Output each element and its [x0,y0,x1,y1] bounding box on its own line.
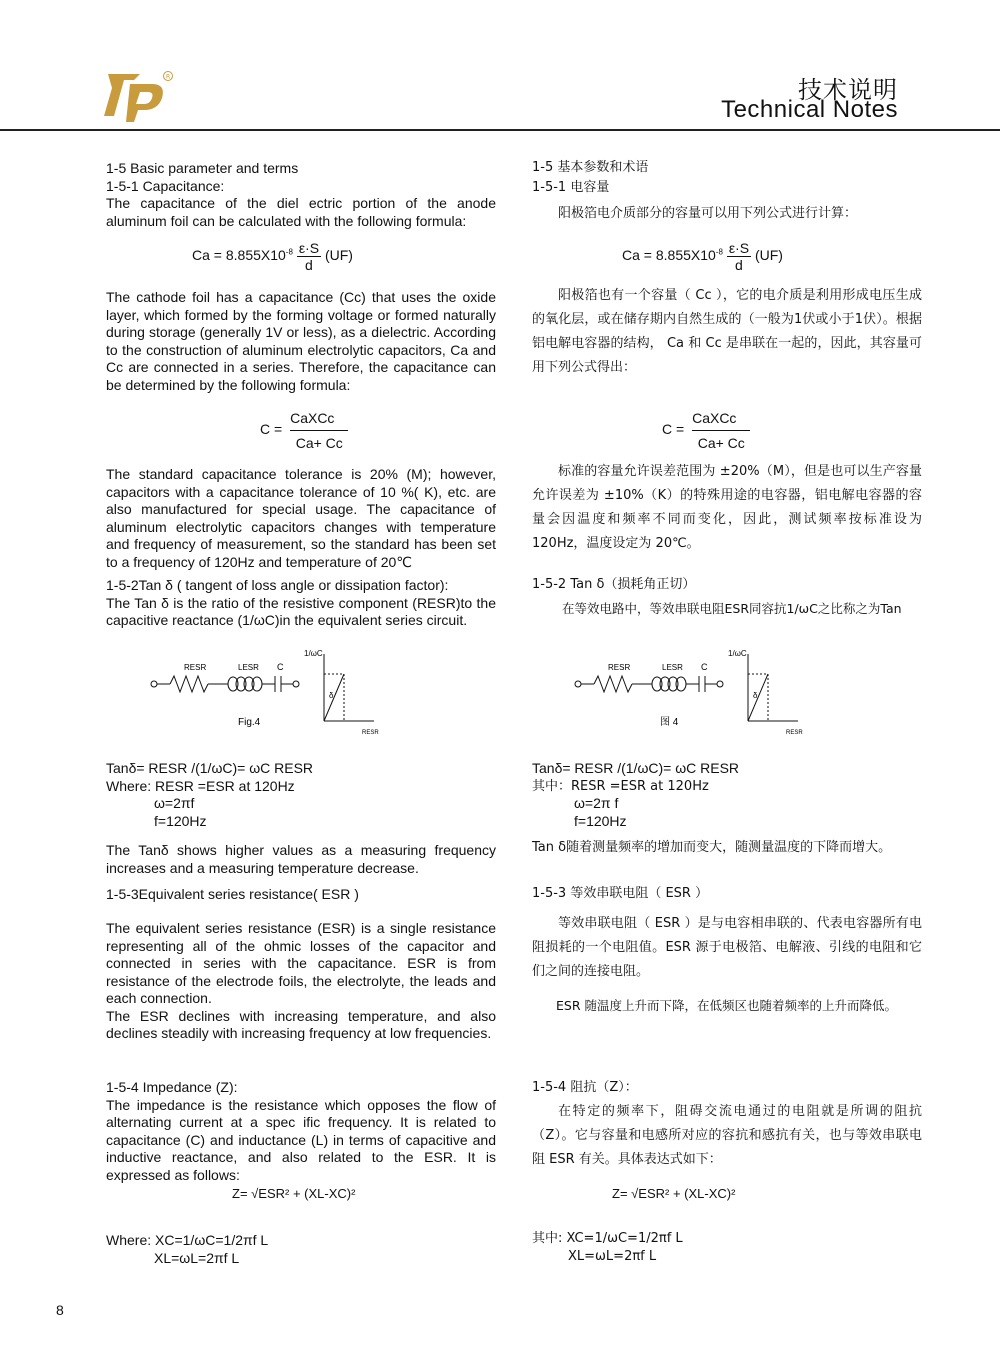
where-xl: XL=ωL=2πf L [154,1249,240,1266]
formula-c-lhs: C = [260,421,283,438]
label-c-cn: C [701,662,708,672]
where-xc: Where: XC=1/ωC=1/2πf L [106,1232,269,1248]
formula-ca-cn-den: d [735,257,743,273]
heading-tan-delta-cn: 1-5-2 Tan δ（损耗角正切） [532,577,696,592]
header-divider [0,129,1000,131]
formula-ca-cn-unit: (UF) [754,247,783,264]
company-logo [100,66,180,126]
para-impedance-cn: 在特定的频率下，阻碍交流电通过的电阻就是所调的阻抗（Z）。它与容量和电感所对应的容抗和感抗有关，也与等效串联电阻 ESR 有关。具体表达式如下： [532,1104,922,1167]
formula-c-cn [662,410,750,451]
right-esr [532,882,922,1018]
tan-omega-cn: ω=2π f [574,795,619,811]
formula-ca-exp: -8 [285,247,293,257]
formula-c-cn-den: Ca+ Cc [697,435,745,451]
para-tan-delta: The Tan δ is the ratio of the resistive component (RESR)to the capacitive reactance (1/ωC)in the equivalent series circuit. [106,594,496,628]
para-tan-behavior-cn: Tan δ随着测量频率的增加而变大，随测量温度的下降而增大。 [532,840,892,855]
right-para-tolerance [532,460,922,556]
where-xl-cn: XL=ωL=2πf L [568,1249,657,1264]
svg-text:R: R [166,73,171,81]
label-axis-x-cn: RESR [786,730,803,736]
formula-c-den: Ca+ Cc [295,435,343,451]
heading-capacitance: 1-5-1 Capacitance: [106,177,225,194]
label-c: C [277,662,284,672]
label-axis-y-cn: 1/ωC [728,649,747,658]
right-section-capacitance [532,158,922,224]
equivalent-circuit-figure [148,646,388,738]
title-english: Technical Notes [721,96,898,123]
label-resr: RESR [184,663,207,672]
left-impedance [106,1079,496,1184]
heading-capacitance-cn: 1-5-1 电容量 [532,180,610,195]
para-cathode-foil: The cathode foil has a capacitance (Cc) that uses the oxide layer, which formed by the forming voltage or formed naturally during storage (generally 1V or less), as a dielectric. According to the construction of aluminum electrolytic capacitors, Ca and Cc are connected in a series. Therefore, the capacitance can be determined by the following formula: [106,289,496,393]
formula-ca-cn-exp: -8 [715,247,723,257]
equivalent-circuit-figure-cn [572,646,812,738]
heading-esr-cn: 1-5-3 等效串联电阻（ ESR ） [532,886,709,901]
label-delta-cn: δ [753,691,758,700]
label-delta: δ [329,691,334,700]
para-tan-delta-cn: 在等效电路中，等效串联电阻ESR同容抗1/ωC之比称之为Tan [562,601,902,616]
left-where [106,1232,496,1267]
formula-ca-cn-lhs: Ca = 8.855X10 [622,247,716,264]
tan-omega: ω=2πf [154,795,195,811]
formula-ca-unit: (UF) [324,247,353,264]
para-esr-cn: 等效串联电阻（ ESR ）是与电容相串联的、代表电容器所有电阻损耗的一个电阻值。ESR 源于电极箔、电解液、引线的电阻和它们之间的连接电阻。 [532,916,922,979]
para-impedance: The impedance is the resistance which opposes the flow of alternating current at a spec ific frequency. It is related to capacitance (C) and inductance (L) in terms of capacitive and inductive reactance, and also related to the ESR. It is expressed as follows: [106,1096,496,1183]
para-esr-temp-cn: ESR 随温度上升而下降，在低频区也随着频率的上升而降低。 [556,998,897,1013]
right-tan-formulas [532,760,922,830]
title-chinese: 技术说明 [798,76,898,104]
para-capacitance-formula-intro: The capacitance of the diel ectric portion of the anode aluminum foil can be calculated with the following formula: [106,195,496,229]
heading-basic-params: 1-5 Basic parameter and terms [106,160,299,176]
left-tan-behavior [106,842,496,904]
heading-tan-delta: 1-5-2Tan δ ( tangent of loss angle or dissipation factor): [106,577,449,593]
figure-caption: Fig.4 [238,717,261,728]
label-lesr: LESR [238,663,259,672]
para-tolerance: The standard capacitance tolerance is 20% (M); however, capacitors with a capacitance tolerance of 10 %( K), etc. are also manufactured for special usage. The capacitance of aluminum electrolytic capacitors changes with temperature and frequency of measurement, so the standard has been set to a frequency of 120Hz and temperature of 20℃ [106,466,496,570]
heading-basic-params-cn: 1-5 基本参数和术语 [532,160,649,175]
tan-freq-cn: f=120Hz [574,812,627,829]
formula-ca [192,240,353,273]
right-tan-delta [532,573,922,621]
formula-ca-den: d [305,257,313,273]
heading-esr: 1-5-3Equivalent series resistance( ESR ) [106,886,359,902]
para-tan-behavior: The Tanδ shows higher values as a measuring frequency increases and a measuring temperature decrease. [106,842,496,876]
para-esr-temp: The ESR declines with increasing temperature, and also declines steadily with increasing frequency at low frequencies. [106,1007,496,1041]
label-axis-y: 1/ωC [304,649,323,658]
formula-c [260,410,348,451]
para-capacitance-intro-cn: 阳极箔电介质部分的容量可以用下列公式进行计算： [558,206,858,221]
formula-ca-lhs: Ca = 8.855X10 [192,247,286,264]
formula-z-right: Z= √ESR² + (XL-XC)² [612,1186,736,1201]
para-esr: The equivalent series resistance (ESR) is a single resistance representing all of the ohmic losses of the capacitor and connected in series with the capacitance. ESR is from resistance of the electrode foils, the electrolyte, the leads and each connection. [106,920,496,1006]
heading-impedance-cn: 1-5-4 阻抗（Z）： [532,1080,638,1095]
tan-formula-cn: Tanδ= RESR /(1/ωC)= ωC RESR [532,760,740,776]
formula-c-num: CaXCc [290,410,348,431]
left-section-capacitance [106,160,496,230]
heading-impedance: 1-5-4 Impedance (Z): [106,1079,238,1095]
tan-formula: Tanδ= RESR /(1/ωC)= ωC RESR [106,760,314,776]
right-tan-behavior [532,836,922,860]
right-impedance [532,1076,922,1172]
right-para-cathode [532,284,922,380]
left-tan-formulas [106,760,496,830]
formula-ca-cn [622,240,783,273]
para-tolerance-cn: 标准的容量允许误差范围为 ±20%（M），但是也可以生产容量允许误差为 ±10%（K）的特殊用途的电容器，铝电解电容器的容量会因温度和频率不同而变化，因此，测试频率按标准设为 120Hz，温度设定为 20℃。 [532,464,922,551]
formula-ca-cn-num: ε·S [728,240,750,256]
where-xc-cn: 其中: XC=1/ωC=1/2πf L [532,1231,683,1246]
formula-c-cn-num: CaXCc [692,410,750,431]
para-cathode-foil-cn: 阳极箔也有一个容量（ Cc ），它的电介质是利用形成电压生成的氧化层，或在储存期内自然生成的（一般为1伏或小于1伏）。根据铝电解电容器的结构， Ca 和 Cc 是串联在一起的，因此，其容量可用下列公式得出： [532,288,922,375]
formula-z-left: Z= √ESR² + (XL-XC)² [232,1186,356,1201]
label-resr-cn: RESR [608,663,631,672]
left-para-cathode [106,289,496,394]
left-esr [106,920,496,1043]
left-para-tolerance [106,466,496,630]
label-lesr-cn: LESR [662,663,683,672]
formula-c-cn-lhs: C = [662,421,685,438]
tan-freq: f=120Hz [154,812,207,829]
tan-where-cn: 其中：RESR =ESR at 120Hz [532,778,709,794]
page-number: 8 [56,1302,64,1318]
label-axis-x: RESR [362,730,379,736]
right-where [532,1230,922,1266]
figure-caption-cn: 图 4 [660,717,679,728]
formula-ca-num: ε·S [298,240,320,256]
tan-where: Where: RESR =ESR at 120Hz [106,777,295,794]
